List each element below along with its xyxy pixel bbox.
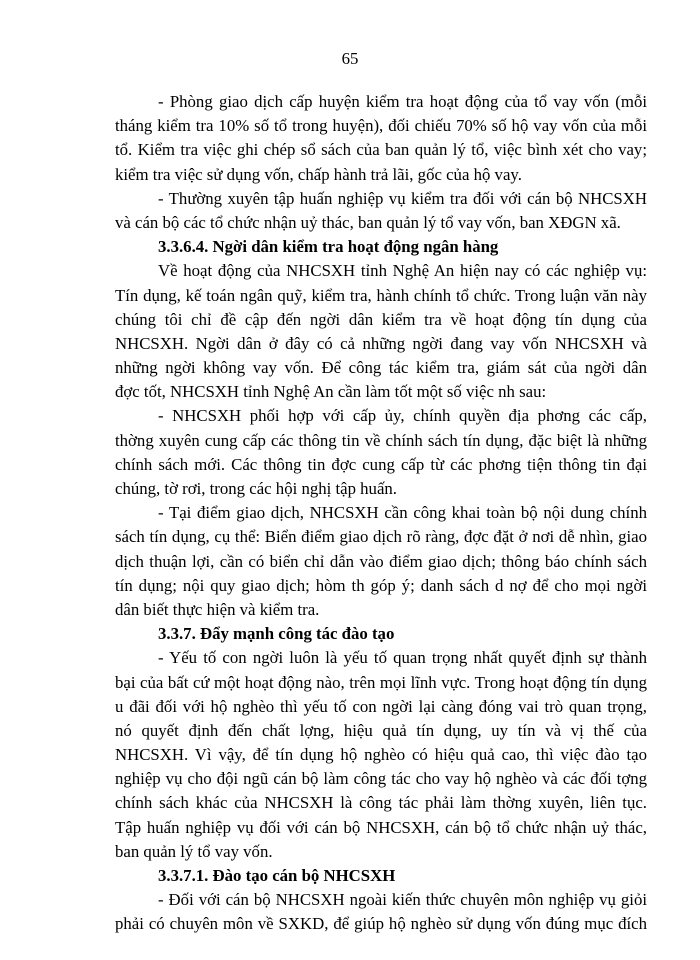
text-line: chúng tôi chỉ đề cập đến ngời dân kiểm tra về hoạt động tín dụng của <box>115 309 647 329</box>
text-line: - NHCSXH phối hợp với cấp ủy, chính quyền địa phơng các cấp, <box>158 406 647 426</box>
text-line: NHCSXH. Ngời dân ở đây có cả những ngời đang vay vốn NHCSXH và <box>115 333 647 353</box>
text-line: Tập huấn nghiệp vụ đối với cán bộ NHCSXH, cán bộ tổ chức nhận uỷ thác, <box>115 817 647 837</box>
text-line: Tín dụng, kế toán ngân quỹ, kiểm tra, hành chính tổ chức. Trong luận văn này <box>115 285 647 305</box>
text-line: kiểm tra việc sử dụng vốn, chấp hành trả lãi, gốc của hộ vay. <box>115 164 522 184</box>
text-line: - Yếu tố con ngời luôn là yếu tố quan trọng nhất quyết định sự thành <box>158 648 647 668</box>
text-line: tổ. Kiểm tra việc ghi chép sổ sách của ban quản lý tổ, việc bình xét cho vay; <box>115 140 647 160</box>
text-line: đợc tốt, NHCSXH tỉnh Nghệ An cần làm tốt một số việc nh sau: <box>115 382 547 402</box>
text-line: ban quản lý tổ vay vốn. <box>115 841 273 861</box>
text-line: tháng kiểm tra 10% số tổ trong huyện), đối chiếu 70% số hộ vay vốn của mỗi <box>115 116 647 136</box>
text-line: chính sách khác của NHCSXH là công tác phải làm thờng xuyên, liên tục. <box>115 793 647 813</box>
text-line: những ngời không vay vốn. Để công tác kiểm tra, giám sát của ngời dân <box>115 358 647 378</box>
text-line: chúng, tờ rơi, trong các hội nghị tập huấn. <box>115 479 397 498</box>
text-line: nó quyết định đến chất lợng, hiệu quả tín dụng, uy tín và vị thế của <box>115 720 647 740</box>
text-line: chính sách mới. Các thông tin đợc cung cấp từ các phơng tiện thông tin đại <box>115 454 647 474</box>
text-line: bại của bất cứ một hoạt động nào, trên mọi lĩnh vực. Trong hoạt động tín dụng <box>115 672 647 692</box>
text-line: - Tại điểm giao dịch, NHCSXH cần công khai toàn bộ nội dung chính <box>158 503 647 523</box>
text-line: nghiệp vụ cho đội ngũ cán bộ làm công tác cho vay hộ nghèo và các đối tợng <box>115 769 647 789</box>
text-line: u đãi đối với hộ nghèo thì yếu tố con ngời lại càng đóng vai trò quan trọng, <box>115 696 647 716</box>
text-line: thờng xuyên cung cấp các thông tin về chính sách tín dụng, đặc biệt là những <box>115 430 647 450</box>
text-line: Về hoạt động của NHCSXH tỉnh Nghệ An hiện nay có các nghiệp vụ: <box>158 261 647 281</box>
text-line: - Phòng giao dịch cấp huyện kiểm tra hoạt động của tổ vay vốn (mỗi <box>158 92 647 111</box>
text-line: dân biết thực hiện và kiểm tra. <box>115 599 320 619</box>
section-heading: 3.3.7.1. Đào tạo cán bộ NHCSXH <box>158 866 396 885</box>
text-line: NHCSXH. Vì vậy, để tín dụng hộ nghèo có hiệu quả cao, thì việc đào tạo <box>115 745 647 765</box>
text-line: dịch thuận lợi, cần có biển chỉ dẫn vào điểm giao dịch; thông báo chính sách <box>115 551 647 571</box>
section-heading: 3.3.7. Đẩy mạnh công tác đào tạo <box>158 624 395 644</box>
text-line: sách tín dụng, cụ thể: Biển điểm giao dịch rõ ràng, đợc đặt ở nơi dễ nhìn, giao <box>115 527 647 547</box>
section-heading: 3.3.6.4. Ngời dân kiểm tra hoạt động ngân hàng <box>158 237 499 257</box>
text-line: tín dụng; nội quy giao dịch; hòm th góp ý; danh sách d nợ để cho mọi ngời <box>115 575 647 595</box>
text-line: phải có chuyên môn về SXKD, để giúp hộ nghèo sử dụng vốn đúng mục đích <box>115 914 647 934</box>
page-number: 65 <box>341 49 359 68</box>
text-line: - Thường xuyên tập huấn nghiệp vụ kiểm tra đối với cán bộ NHCSXH <box>158 188 647 208</box>
text-line: và cán bộ các tổ chức nhận uỷ thác, ban quản lý tổ vay vốn, ban XĐGN xã. <box>115 212 621 232</box>
text-line: - Đối với cán bộ NHCSXH ngoài kiến thức chuyên môn nghiệp vụ giỏi <box>158 890 647 910</box>
document-body <box>115 90 647 937</box>
